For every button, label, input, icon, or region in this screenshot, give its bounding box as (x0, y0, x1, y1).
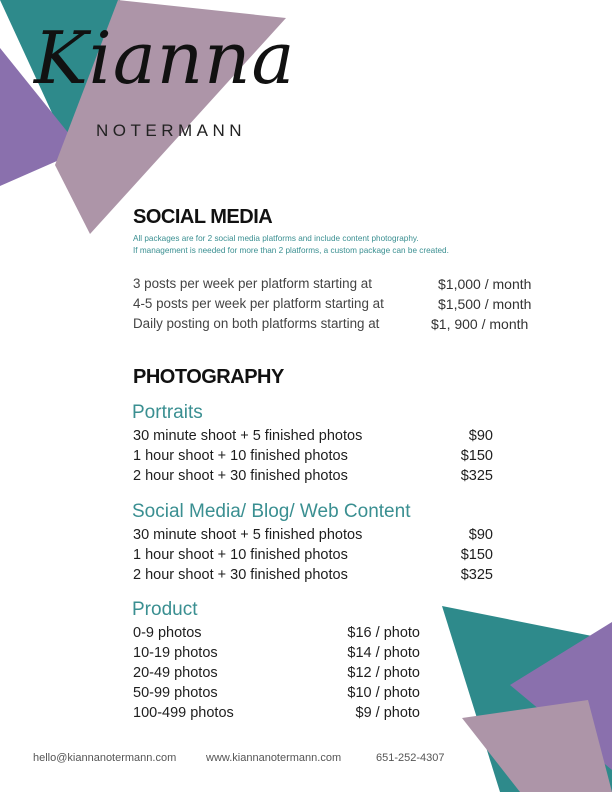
portrait-row (133, 428, 493, 444)
package-label: 3 posts per week per platform starting at (133, 276, 372, 291)
item-label: 50-99 photos (133, 685, 218, 701)
item-label: 20-49 photos (133, 665, 218, 681)
footer-email[interactable]: hello@kiannanotermann.com (33, 752, 177, 764)
item-label: 1 hour shoot + 10 finished photos (133, 448, 348, 464)
footer-website[interactable]: www.kiannanotermann.com (206, 752, 342, 764)
item-label: 1 hour shoot + 10 finished photos (133, 547, 348, 563)
package-price: $1, 900 / month (431, 316, 529, 332)
package-label: Daily posting on both platforms starting at (133, 316, 380, 331)
item-label: 100-499 photos (133, 705, 234, 721)
package-price: $1,500 / month (438, 296, 532, 312)
portrait-row (133, 468, 493, 484)
item-label: 10-19 photos (133, 645, 218, 661)
brand-logo-script: Kianna (34, 16, 296, 100)
item-price: $10 / photo (347, 685, 420, 701)
social-content-heading: Social Media/ Blog/ Web Content (132, 501, 411, 522)
content-row (133, 527, 493, 543)
social-package-row (133, 276, 532, 292)
portraits-heading: Portraits (132, 402, 203, 423)
item-price: $325 (460, 567, 493, 583)
brand-logo-surname: NOTERMANN (96, 121, 247, 140)
item-label: 30 minute shoot + 5 finished photos (133, 527, 363, 543)
item-price: $90 (468, 527, 493, 543)
item-label: 30 minute shoot + 5 finished photos (133, 428, 363, 444)
social-media-note (133, 233, 449, 257)
package-label: 4-5 posts per week per platform starting at (133, 296, 384, 311)
photography-heading: PHOTOGRAPHY (133, 366, 284, 388)
product-heading: Product (132, 599, 198, 620)
social-package-row (133, 296, 532, 312)
social-package-row (133, 316, 529, 332)
item-label: 2 hour shoot + 30 finished photos (133, 567, 348, 583)
item-price: $16 / photo (347, 625, 420, 641)
item-price: $14 / photo (347, 645, 420, 661)
content-row (133, 567, 493, 583)
social-media-heading: SOCIAL MEDIA (133, 206, 273, 228)
footer-phone: 651-252-4307 (376, 752, 445, 764)
item-label: 2 hour shoot + 30 finished photos (133, 468, 348, 484)
item-label: 0-9 photos (133, 625, 202, 641)
package-price: $1,000 / month (438, 276, 532, 292)
note-line-1: All packages are for 2 social media platforms and include content photography. (133, 234, 419, 243)
product-row (133, 705, 420, 721)
item-price: $150 (460, 547, 493, 563)
product-row (133, 685, 420, 701)
item-price: $90 (468, 428, 493, 444)
item-price: $12 / photo (347, 665, 420, 681)
content-row (133, 547, 493, 563)
product-row (133, 645, 420, 661)
item-price: $150 (460, 448, 493, 464)
portrait-row (133, 448, 493, 464)
product-row (133, 665, 420, 681)
item-price: $325 (460, 468, 493, 484)
product-row (133, 625, 420, 641)
item-price: $9 / photo (355, 705, 420, 721)
note-line-2: If management is needed for more than 2 platforms, a custom package can be created. (133, 246, 449, 255)
